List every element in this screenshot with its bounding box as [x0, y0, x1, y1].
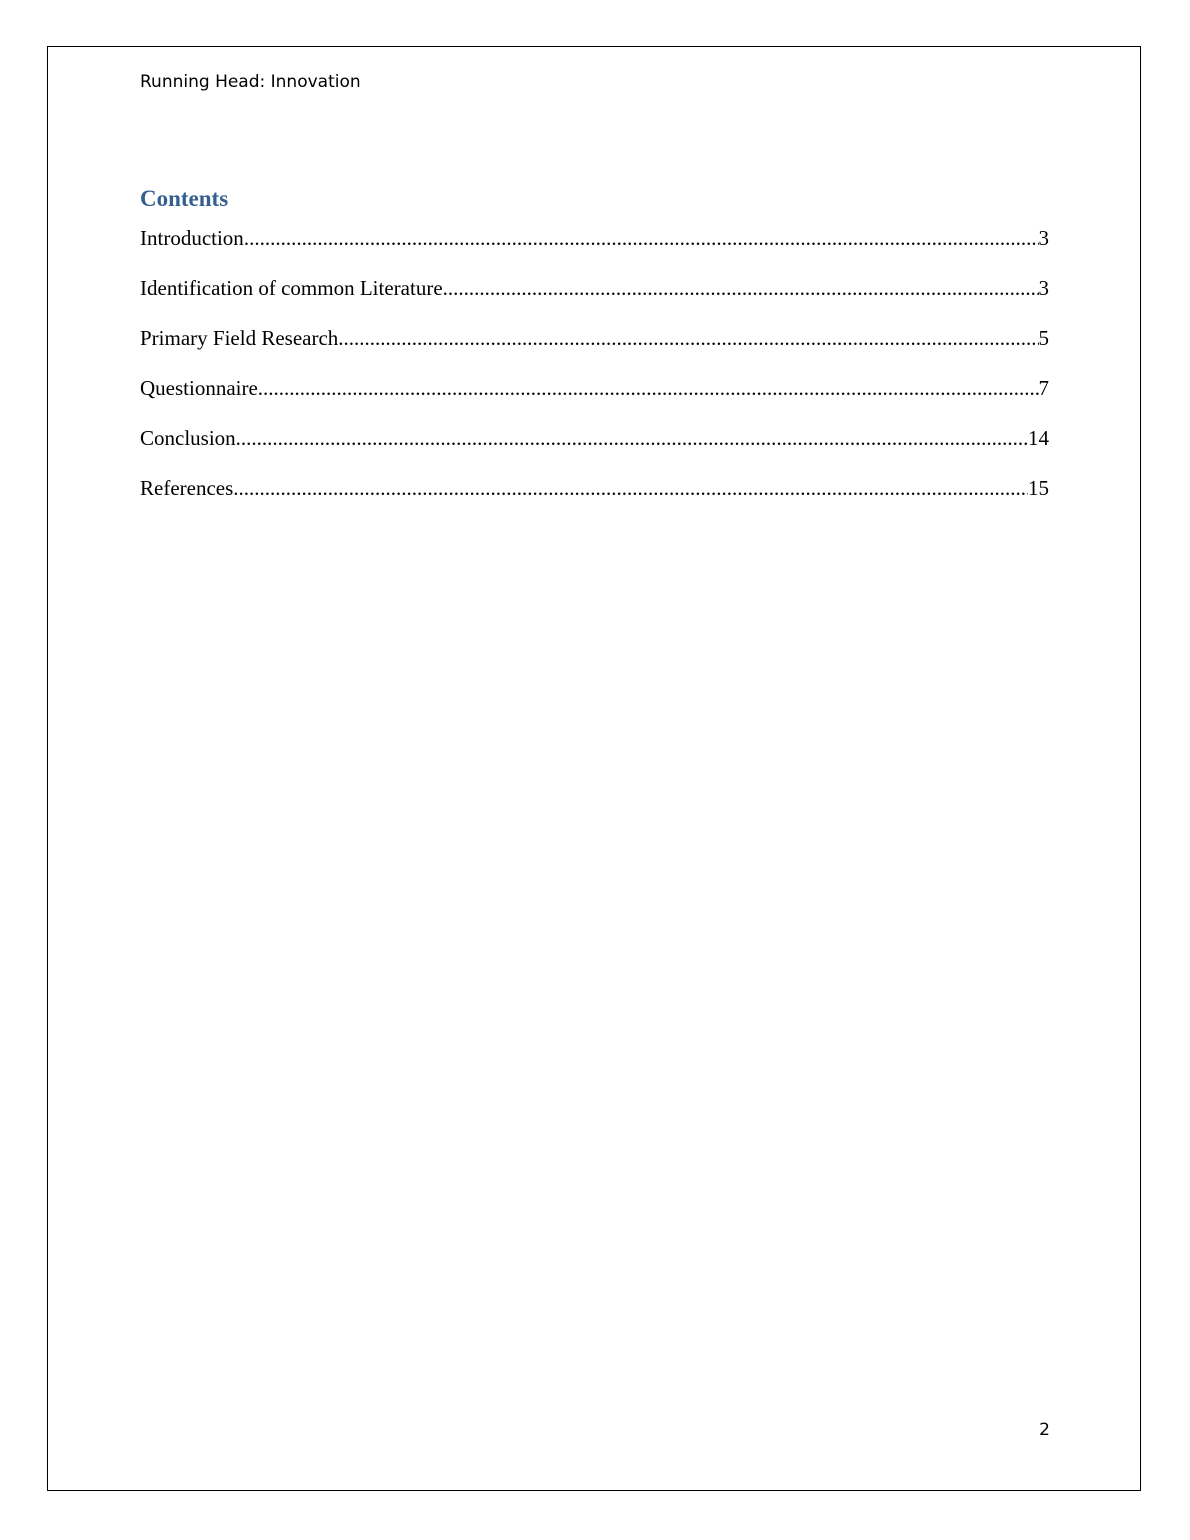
toc-entry-identification-of-common-literature[interactable] [140, 276, 1049, 326]
toc-dot-leader [338, 326, 1038, 351]
toc-dot-leader [443, 276, 1039, 301]
toc-dot-leader [233, 476, 1028, 501]
toc-entry-primary-field-research[interactable] [140, 326, 1049, 376]
toc-entry-label: References [140, 476, 234, 500]
toc-entry-conclusion[interactable] [140, 426, 1049, 476]
toc-entry-label: Questionnaire [140, 376, 258, 400]
toc-entry-page: 14 [1028, 426, 1049, 450]
running-head: Running Head: Innovation [140, 72, 361, 92]
toc-entry-page: 3 [1038, 226, 1049, 250]
toc-entry-label: Conclusion [140, 426, 236, 450]
toc-dot-leader [244, 226, 1039, 251]
toc-entry-page: 7 [1038, 376, 1049, 400]
table-of-contents [140, 226, 1049, 526]
toc-entry-references[interactable] [140, 476, 1049, 526]
toc-entry-page: 15 [1028, 476, 1049, 500]
toc-title: Contents [140, 186, 229, 211]
toc-entry-label: Introduction [140, 226, 244, 250]
page-number: 2 [1039, 1420, 1050, 1440]
toc-entry-label: Primary Field Research [140, 326, 339, 350]
toc-entry-page: 3 [1038, 276, 1049, 300]
toc-entry-introduction[interactable] [140, 226, 1049, 276]
toc-entry-questionnaire[interactable] [140, 376, 1049, 426]
toc-dot-leader [258, 376, 1039, 401]
toc-entry-page: 5 [1038, 326, 1049, 350]
toc-entry-label: Identification of common Literature [140, 276, 443, 300]
toc-dot-leader [236, 426, 1028, 451]
